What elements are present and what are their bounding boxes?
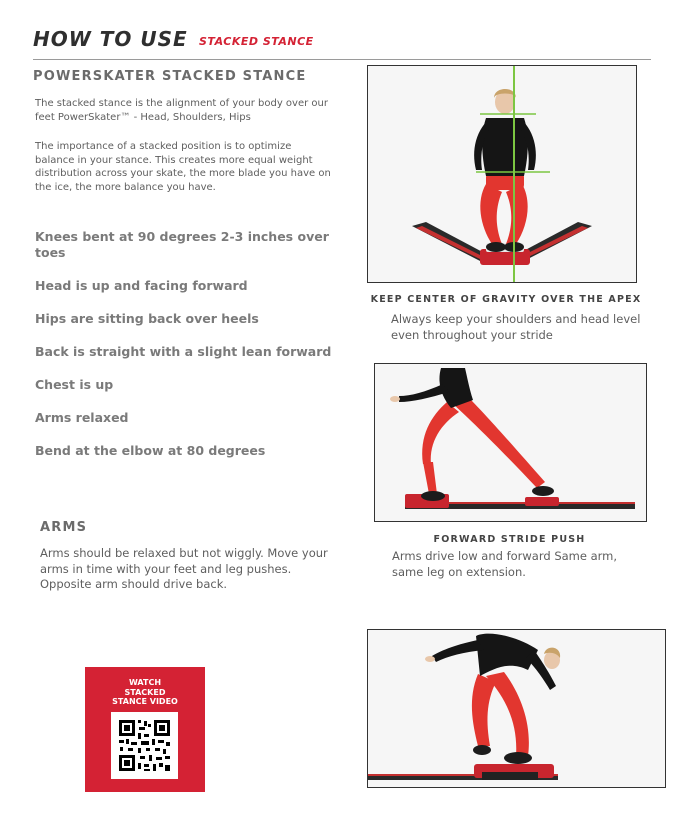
intro-paragraph-2: The importance of a stacked position is to optimize balance in your stance. This creates more equal weight distribution across your skate, the more blade you have on the ice, the more balance you have. xyxy=(35,141,331,193)
page-subtitle: STACKED STANCE xyxy=(199,35,314,48)
watch-video-label: WATCH STACKED STANCE VIDEO xyxy=(112,678,178,706)
photo-2-caption-title: FORWARD STRIDE PUSH xyxy=(433,534,586,545)
list-item: Hips are sitting back over heels xyxy=(35,311,259,326)
forward-stride-photo xyxy=(374,363,647,522)
qr-code[interactable] xyxy=(111,712,178,779)
intro-heading: POWERSKATER STACKED STANCE xyxy=(33,69,307,84)
intro-paragraph-1: The stacked stance is the alignment of your body over our feet PowerSkater™ - Head, Shoulders, Hips xyxy=(35,98,328,123)
list-item: Back is straight with a slight lean forward xyxy=(35,344,332,359)
stacked-stance-photo xyxy=(367,65,637,283)
stride-side-photo xyxy=(367,629,666,788)
list-item: Arms relaxed xyxy=(35,410,129,425)
photo-1-caption-title: KEEP CENTER OF GRAVITY OVER THE APEX xyxy=(370,294,642,305)
page-title: HOW TO USE xyxy=(33,27,188,51)
photo-2-caption-text: Arms drive low and forward Same arm, same leg on extension. xyxy=(392,549,618,579)
list-item: Chest is up xyxy=(35,377,114,392)
arms-text: Arms should be relaxed but not wiggly. Move your arms in time with your feet and leg pushes. Opposite arm should drive back. xyxy=(40,546,328,591)
technique-points xyxy=(35,229,335,476)
header-divider xyxy=(33,59,651,60)
arms-heading: ARMS xyxy=(40,520,88,535)
watch-video-card[interactable] xyxy=(85,667,205,792)
photo-1-caption-text: Always keep your shoulders and head level even throughout your stride xyxy=(391,312,641,342)
list-item: Bend at the elbow at 80 degrees xyxy=(35,443,266,458)
list-item: Knees bent at 90 degrees 2-3 inches over toes xyxy=(35,229,329,260)
list-item: Head is up and facing forward xyxy=(35,278,248,293)
